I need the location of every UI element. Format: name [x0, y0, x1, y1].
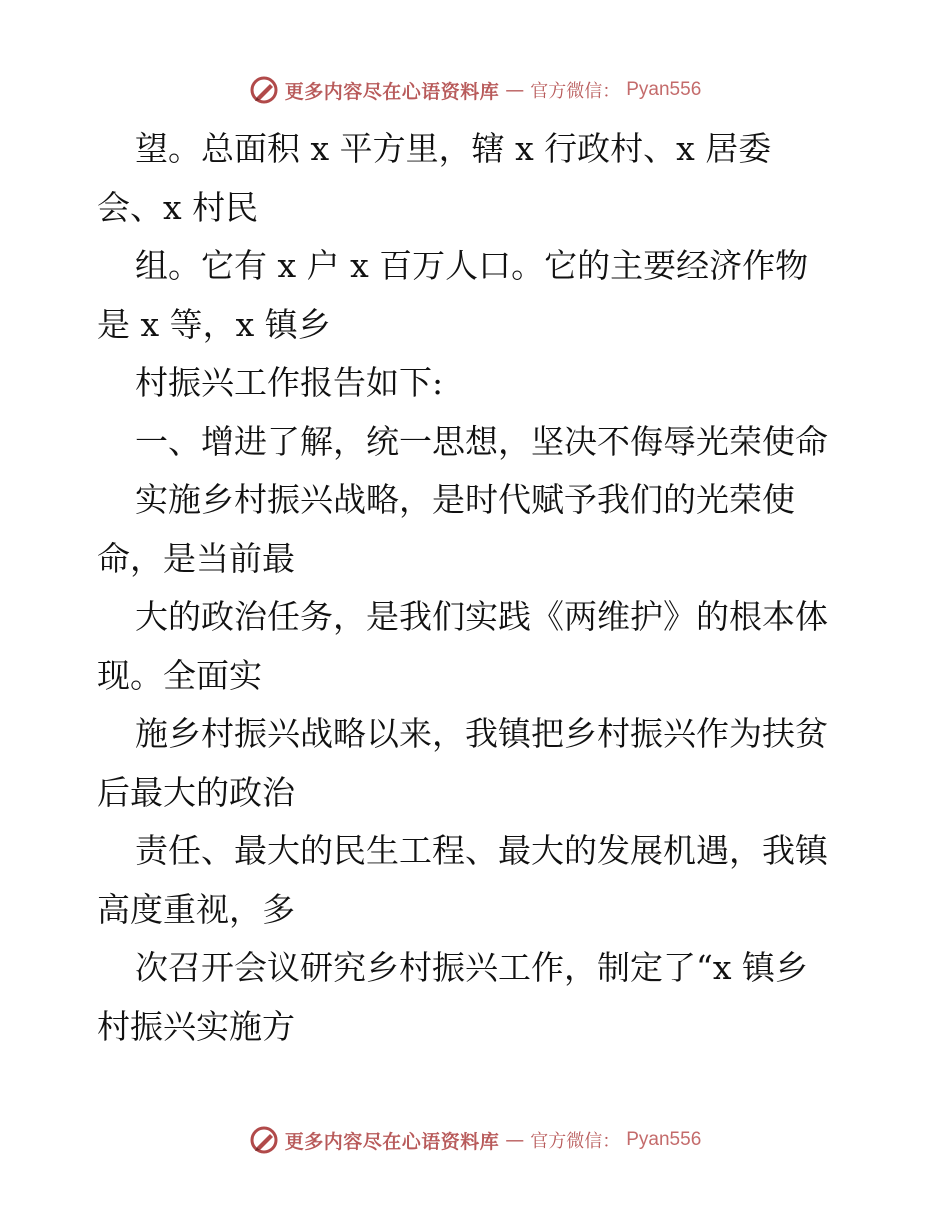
- text-line: 村振兴工作报告如下:: [135, 363, 444, 402]
- text-line: 组。它有 x 户 x 百万人口。它的主要经济作物: [135, 246, 809, 285]
- text-line: 现。全面实: [97, 655, 262, 695]
- watermark-site-text: 更多内容尽在心语资料库: [284, 80, 500, 103]
- text-line: 会、x 村民: [97, 187, 259, 227]
- text-line: 村振兴实施方: [97, 1006, 295, 1046]
- watermark-contact-label: 官方微信：: [530, 81, 621, 102]
- watermark-separator: —: [505, 1129, 525, 1151]
- watermark-separator: —: [505, 79, 525, 101]
- text-line: 后最大的政治: [97, 772, 295, 812]
- watermark-contact-id: Pyan556: [626, 1129, 702, 1150]
- text-line: 高度重视，多: [97, 889, 295, 929]
- text-line: 实施乡村振兴战略，是时代赋予我们的光荣使: [135, 480, 795, 519]
- watermark-contact-id: Pyan556: [626, 79, 702, 100]
- pen-logo-icon: [249, 1125, 279, 1155]
- section-heading: 一、增进了解，统一思想，坚决不侮辱光荣使命: [135, 421, 828, 461]
- header-watermark: [0, 70, 950, 110]
- text-line: 大的政治任务，是我们实践《两维护》的根本体: [135, 597, 828, 636]
- text-line: 责任、最大的民生工程、最大的发展机遇，我镇: [135, 831, 828, 870]
- watermark-site-text: 更多内容尽在心语资料库: [284, 1130, 500, 1153]
- text-line: 望。总面积 x 平方里，辖 x 行政村、x 居委: [135, 129, 772, 168]
- footer-watermark: [0, 1120, 950, 1160]
- text-line: 施乡村振兴战略以来，我镇把乡村振兴作为扶贫: [135, 714, 828, 753]
- watermark-contact-label: 官方微信：: [530, 1131, 621, 1152]
- text-line: 是 x 等，x 镇乡: [97, 304, 331, 344]
- document-body: [97, 120, 877, 1056]
- pen-logo-icon: [249, 75, 279, 105]
- text-line: 命，是当前最: [97, 538, 295, 578]
- text-line: 次召开会议研究乡村振兴工作，制定了“x 镇乡: [135, 948, 808, 987]
